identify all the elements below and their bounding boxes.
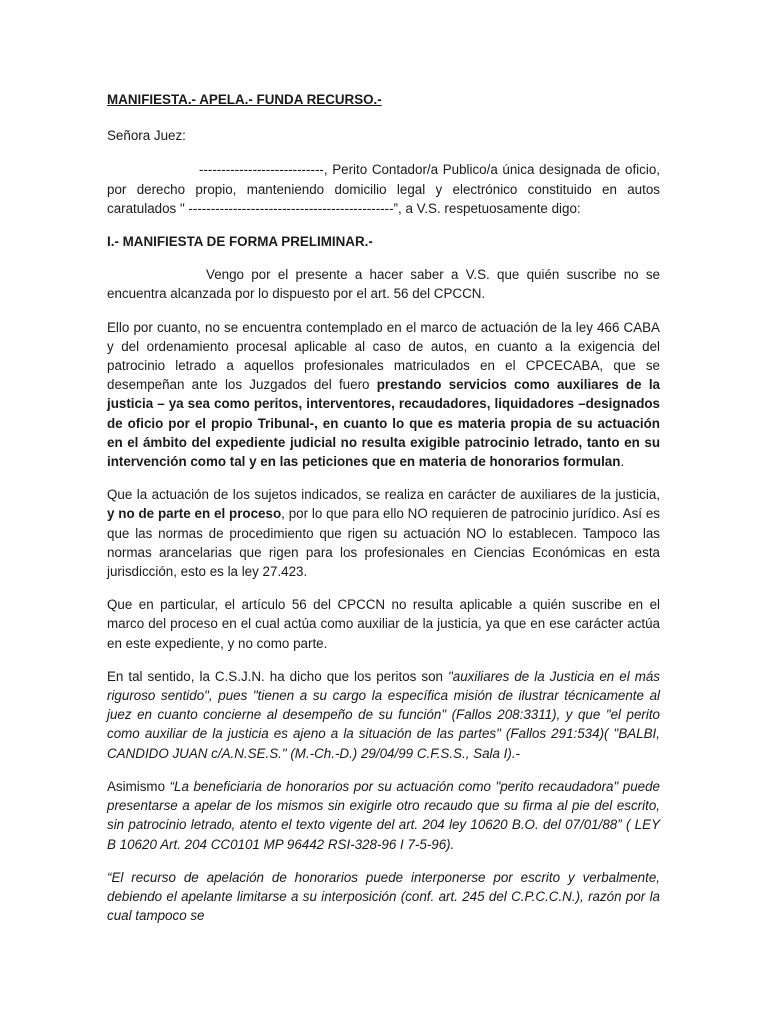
paragraph-6-quote: “La beneficiaria de honorarios por su actuación como "perito recaudadora" puede presentarse a apelar de los mismos sin exigirle otro recaudo que su firma al pie del escrito, sin patrocinio letrado, atento el texto vigente del art. 204 ley 10620 B.O. del 07/01/88” ( LEY B 10620 Art. 204 CC0101 MP 96442 RSI-328-96 I 7-5-96). [107, 778, 661, 852]
salutation: Señora Juez: [107, 128, 186, 144]
paragraph-5 [107, 667, 660, 763]
intro-paragraph: ----------------------------, Perito Contador/a Publico/a única designada de oficio, por derecho propio, manteniendo domicilio legal y electrónico constituido en autos caratulados " ----------------------------------------------”, a V.S. respetuosamente digo: [107, 162, 660, 216]
paragraph-3 [107, 485, 660, 581]
paragraph-5-quote: "auxiliares de la Justicia en el más riguroso sentido", pues "tienen a su cargo la específica misión de ilustrar técnicamente al juez en cuanto concierne al desempeño de su función" (Fallos 208:3311), y que "el perito como auxiliar de la justicia es ajeno a la situación de las partes" (Fallos 291:534)( "BALBI, CANDIDO JUAN c/A.N.SE.S." (M.-Ch.-D.) 29/04/99 C.F.S.S., Sala I).- [107, 668, 660, 761]
paragraph-2-bold: prestando servicios como auxiliares de la justicia – ya sea como peritos, interventores, recaudadores, liquidadores –designados de oficio por el propio Tribunal-, en cuanto lo que es materia propia de su actuación en el ámbito del expediente judicial no resulta exigible patrocinio letrado, tanto en su intervención como tal y en las peticiones que en materia de honorarios formulan [107, 377, 660, 470]
paragraph-2-text: Ello por cuanto, no se encuentra contemplado en el marco de actuación de la ley 466 CABA y del ordenamiento procesal aplicable al caso de autos, en cuanto a la exigencia del patrocinio letrado a aquellos profesionales matriculados en el CPCECABA, que se desempeñan ante los Juzgados del fuero [107, 319, 660, 393]
paragraph-3-bold: y no de parte en el proceso [107, 506, 282, 522]
paragraph-2-end: . [620, 454, 625, 470]
section-heading: I.- MANIFIESTA DE FORMA PRELIMINAR.- [107, 234, 373, 250]
paragraph-3-text: Que la actuación de los sujetos indicados, se realiza en carácter de auxiliares de la justicia, [107, 487, 660, 503]
document-body [107, 90, 660, 939]
paragraph-7-quote: “El recurso de apelación de honorarios puede interponerse por escrito y verbalmente, debiendo el apelante limitarse a su interposición (conf. art. 245 del C.P.C.C.N.), razón por la cual tampoco se [107, 869, 660, 924]
paragraph-6-text: Asimismo [107, 778, 170, 794]
paragraph-3-end: , por lo que para ello NO requieren de patrocinio jurídico. Así es que las normas de procedimiento que rigen su actuación NO lo establecen. Tampoco las normas arancelarias que rigen para los profesionales en Ciencias Económicas en esta jurisdicción, esto es la ley 27.423. [107, 506, 660, 580]
paragraph-7 [107, 868, 660, 926]
document-title: MANIFIESTA.- APELA.- FUNDA RECURSO.- [107, 92, 382, 107]
paragraph-5-text: En tal sentido, la C.S.J.N. ha dicho que los peritos son [107, 668, 448, 684]
paragraph-6 [107, 777, 660, 854]
paragraph-2 [107, 318, 660, 472]
paragraph-4: Que en particular, el artículo 56 del CPCCN no resulta aplicable a quién suscribe en el marco del proceso en el cual actúa como auxiliar de la justicia, ya que en ese carácter actúa en este expediente, y no como parte. [107, 597, 660, 651]
paragraph-1: Vengo por el presente a hacer saber a V.S. que quién suscribe no se encuentra alcanzada por lo dispuesto por el art. 56 del CPCCN. [107, 267, 660, 302]
